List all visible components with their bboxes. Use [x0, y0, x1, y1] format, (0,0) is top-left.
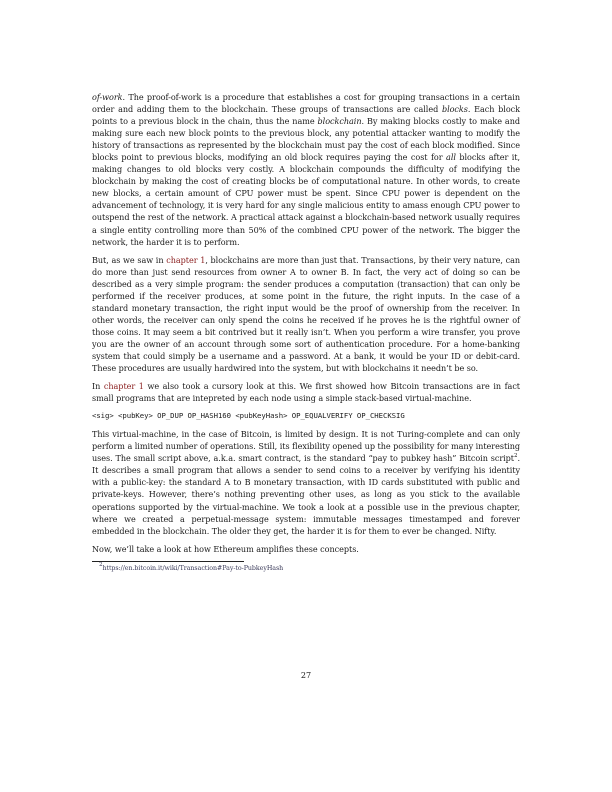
footnote-link[interactable]: https://en.bitcoin.it/wiki/Transaction#Pay-to-PubkeyHash [102, 564, 284, 572]
paragraph [92, 91, 520, 248]
body-text-after-code [92, 428, 520, 554]
text-run: , blockchains are more than just that. Transactions, by their very nature, can do more than just send resources from owner A to owner B. In fact, the very act of doing so can be described as a very simple program: the sender produces a computation (transaction) that can only be performed if the receiver produces, at some point in the future, the right inputs. In the case of a standard monetary transaction, the right input would be the proof of ownership from the receiver. In other words, the receiver can only spend the coins he received if he proves he is the rightful owner of those coins. It may seem a bit contrived but it really isn’t. When you perform a wire transfer, you prove you are the owner of an account through some sort of authentication procedure. For a home-banking system that could simply be a username and a password. At a bank, it would be your ID or debit-card. These procedures are usually hardwired into the system, but with blockchains it needn’t be so. [92, 254, 521, 374]
paragraph [92, 543, 520, 555]
text-run: In [92, 381, 104, 392]
paragraph [92, 254, 520, 374]
page-number: 27 [300, 670, 312, 680]
text-run: we also took a cursory look at this. We first showed how Bitcoin transactions are in fact small programs that are intepreted by each node using a simple stack-based virtual-machine. [92, 381, 521, 404]
chapter-link[interactable]: chapter 1 [103, 381, 144, 392]
bitcoin-script-code: <sig> <pubKey> OP_DUP OP_HASH160 <pubKeyHash> OP_EQUALVERIFY OP_CHECKSIG [92, 411, 405, 421]
emphasis: all [446, 152, 456, 163]
chapter-link[interactable]: chapter 1 [166, 254, 206, 265]
footnote-rule [92, 561, 244, 562]
paragraph [92, 380, 520, 404]
text-run: blocks after it, making changes to old blocks very costly. A blockchain compounds the difficulty of modifying the blockchain by making the cost of creating blocks be of computational nature. In other words, to create new blocks, a certain amount of CPU power must be spent. Since CPU power is dependent on the advancement of technology, it is very hard for any single malicious entity to amass enough CPU power to outspend the rest of the network. A practical attack against a blockchain-based network usually requires a single entity controlling more than 50% of the combined CPU power of the network. The bigger the network, the harder it is to perform. [92, 152, 521, 247]
footnote [92, 561, 520, 573]
page-body [92, 91, 520, 573]
text-run: . It describes a small program that allows a sender to send coins to a receiver by verifying his identity with a public-key: the standard A to B monetary transaction, with ID cards substituted with public and private-keys. However, there’s nothing preventing other uses, as long as you stick to the available operations supported by the virtual-machine. We took a look at a possible use in the previous chapter, where we created a perpetual-message system: immutable messages timestamped and forever embedded in the blockchain. The older they get, the harder it is for them to ever be changed. Nifty. [92, 453, 520, 536]
footnote-ref[interactable]: 2 [514, 453, 518, 460]
emphasis: of-work [92, 92, 123, 102]
text-run: . Each block points to a previous block in the chain, thus the name [92, 104, 520, 127]
paragraph [92, 428, 520, 536]
emphasis: blocks [441, 104, 468, 115]
emphasis: blockchain [317, 116, 362, 127]
text-run: . By making blocks costly to make and making sure each new block points to the previous block, any potential attacker wanting to modify the history of transactions as represented by the blockchain must pay the cost of each block modified. Since blocks point to previous blocks, modifying an old block requires paying the cost for [92, 116, 520, 163]
text-run: This virtual-machine, in the case of Bitcoin, is limited by design. It is not Turing-complete and can only perform a limited number of operations. Still, its flexibility opened up the possibility for many interesting uses. The small script above, a.k.a. smart contract, is the standard “pay to pubkey hash” Bitcoin script [92, 429, 520, 464]
footnote-mark: 2 [99, 561, 103, 568]
text-run: . The proof-of-work is a procedure that establishes a cost for grouping transactions in a certain order and adding them to the blockchain. These groups of transactions are called [92, 92, 520, 115]
body-text-before-code [92, 91, 520, 404]
text-run: But, as we saw in [92, 254, 167, 265]
text-run: Now, we’ll take a look at how Ethereum amplifies these concepts. [92, 543, 359, 554]
